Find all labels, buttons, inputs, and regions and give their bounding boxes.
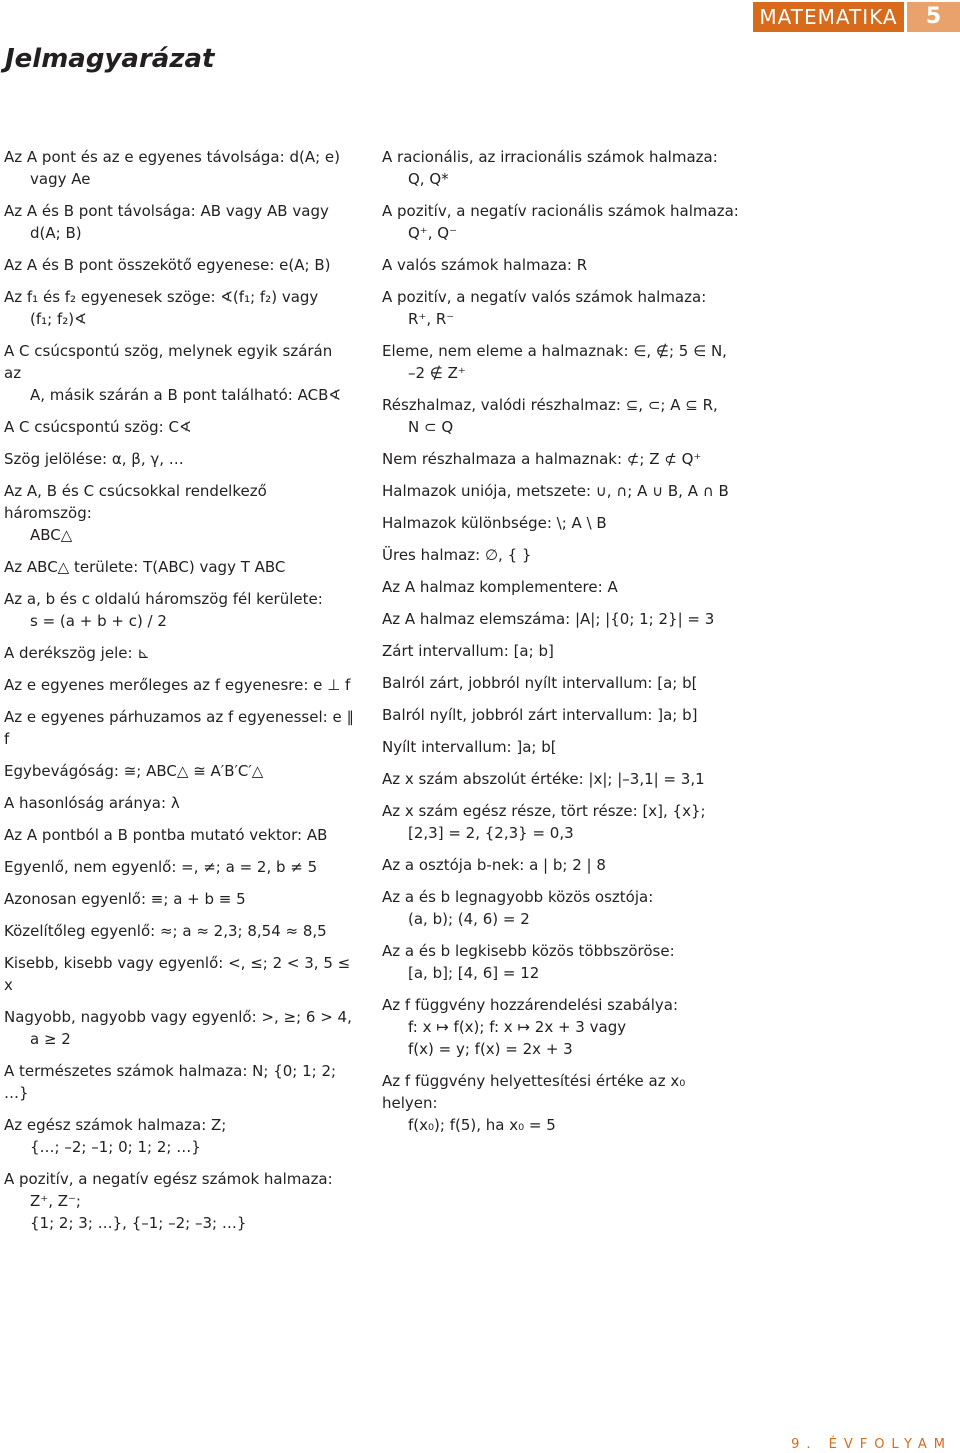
legend-entry — [4, 760, 354, 782]
legend-entry — [4, 480, 354, 546]
legend-entry-text: A valós számok halmaza: R — [382, 256, 588, 274]
legend-entry-text: A pozitív, a negatív valós számok halmaza: — [382, 288, 707, 306]
legend-entry — [382, 800, 742, 844]
legend-entry — [382, 672, 742, 694]
legend-entry-continuation: N ⊂ Q — [408, 418, 454, 436]
page-title: Jelmagyarázat — [5, 44, 215, 74]
legend-entry-text: Az x szám abszolút értéke: |x|; |–3,1| = 3,1 — [382, 770, 705, 788]
legend-entry — [382, 640, 742, 662]
legend-entry-text: Az f függvény hozzárendelési szabálya: — [382, 996, 679, 1014]
legend-entry-continuation: f: x ↦ f(x); f: x ↦ 2x + 3 vagy — [408, 1018, 627, 1036]
legend-entry-continuation: d(A; B) — [30, 224, 82, 242]
legend-entry-text: A hasonlóság aránya: λ — [4, 794, 180, 812]
legend-entry — [382, 768, 742, 790]
legend-entry-text: Az a és b legnagyobb közös osztója: — [382, 888, 654, 906]
legend-entry-text: Az A halmaz elemszáma: |A|; |{0; 1; 2}| = 3 — [382, 610, 715, 628]
legend-entry — [4, 856, 354, 878]
legend-entry — [382, 448, 742, 470]
legend-entry — [382, 736, 742, 758]
legend-entry-text: Az A pontból a B pontba mutató vektor: AB — [4, 826, 328, 844]
legend-entry-text: A pozitív, a negatív racionális számok halmaza: — [382, 202, 739, 220]
legend-entry-text: Kisebb, kisebb vagy egyenlő: <, ≤; 2 < 3, 5 ≤ x — [4, 954, 351, 994]
legend-entry-continuation: –2 ∉ Z⁺ — [408, 364, 466, 382]
legend-entry — [4, 286, 354, 330]
legend-entry-text: Az x szám egész része, tört része: [x], {x}; — [382, 802, 706, 820]
legend-entry-text: Közelítőleg egyenlő: ≈; a ≈ 2,3; 8,54 ≈ 8,5 — [4, 922, 327, 940]
legend-entry-continuation: vagy Ae — [30, 170, 91, 188]
legend-entry — [382, 608, 742, 630]
legend-entry — [4, 888, 354, 910]
legend-entry-continuation: {…; –2; –1; 0; 1; 2; …} — [30, 1138, 201, 1156]
legend-entry — [4, 1114, 354, 1158]
legend-entry — [4, 674, 354, 696]
legend-entry-text: Az A és B pont összekötő egyenese: e(A; B) — [4, 256, 331, 274]
legend-entry — [382, 940, 742, 984]
legend-entry — [4, 588, 354, 632]
legend-entry — [4, 792, 354, 814]
legend-entry-text: Az A halmaz komplementere: A — [382, 578, 618, 596]
legend-entry-text: Nyílt intervallum: ]a; b[ — [382, 738, 557, 756]
legend-entry-continuation: R⁺, R⁻ — [408, 310, 455, 328]
legend-entry-continuation: (a, b); (4, 6) = 2 — [408, 910, 530, 928]
legend-entry — [382, 254, 742, 276]
legend-entry-text: Részhalmaz, valódi részhalmaz: ⊆, ⊂; A ⊆ R, — [382, 396, 718, 414]
legend-entry-text: Az f₁ és f₂ egyenesek szöge: ∢(f₁; f₂) vagy — [4, 288, 319, 306]
legend-entry — [382, 146, 742, 190]
legend-entry-text: Nagyobb, nagyobb vagy egyenlő: >, ≥; 6 > 4, — [4, 1008, 352, 1026]
legend-entry-text: Az a osztója b-nek: a | b; 2 | 8 — [382, 856, 606, 874]
legend-entry — [4, 146, 354, 190]
legend-entry — [382, 576, 742, 598]
legend-entry — [4, 416, 354, 438]
legend-entry-text: A pozitív, a negatív egész számok halmaza: — [4, 1170, 333, 1188]
legend-entry-text: Egyenlő, nem egyenlő: =, ≠; a = 2, b ≠ 5 — [4, 858, 318, 876]
legend-entry — [382, 340, 742, 384]
legend-entry-continuation: Q⁺, Q⁻ — [408, 224, 457, 242]
legend-entry-text: Az A pont és az e egyenes távolsága: d(A; e) — [4, 148, 340, 166]
legend-entry-text: Az egész számok halmaza: Z; — [4, 1116, 227, 1134]
legend-entry-continuation: (f₁; f₂)∢ — [30, 310, 87, 328]
legend-entry-text: A C csúcspontú szög, melynek egyik szárán az — [4, 342, 333, 382]
legend-entry — [4, 920, 354, 942]
legend-entry-continuation: a ≥ 2 — [30, 1030, 71, 1048]
legend-entry-text: Egybevágóság: ≅; ABC△ ≅ A′B′C′△ — [4, 762, 264, 780]
legend-entry — [382, 704, 742, 726]
page-number: 5 — [907, 2, 960, 32]
legend-entry-continuation: f(x₀); f(5), ha x₀ = 5 — [408, 1116, 556, 1134]
legend-entry — [4, 200, 354, 244]
legend-entry-text: Balról zárt, jobbról nyílt intervallum: [a; b[ — [382, 674, 698, 692]
legend-entry-continuation: f(x) = y; f(x) = 2x + 3 — [408, 1040, 573, 1058]
legend-entry-text: Azonosan egyenlő: ≡; a + b ≡ 5 — [4, 890, 246, 908]
legend-entry — [4, 340, 354, 406]
legend-entry — [4, 706, 354, 750]
legend-entry — [382, 200, 742, 244]
legend-entry — [382, 886, 742, 930]
legend-entry — [4, 1168, 354, 1234]
right-column — [382, 146, 742, 1146]
legend-entry-continuation: Z⁺, Z⁻; — [30, 1192, 81, 1210]
legend-entry — [4, 448, 354, 470]
legend-entry — [4, 824, 354, 846]
legend-entry-continuation: Q, Q* — [408, 170, 449, 188]
legend-entry — [4, 1060, 354, 1104]
legend-entry-text: Az f függvény helyettesítési értéke az x₀ helyen: — [382, 1072, 686, 1112]
legend-entry-continuation: ABC△ — [30, 526, 73, 544]
legend-entry-text: Halmazok uniója, metszete: ∪, ∩; A ∪ B, A ∩ B — [382, 482, 729, 500]
legend-entry — [382, 512, 742, 534]
footer-grade: 9. ÉVFOLYAM — [791, 1437, 952, 1452]
legend-entry-text: Zárt intervallum: [a; b] — [382, 642, 554, 660]
legend-entry-text: A racionális, az irracionális számok halmaza: — [382, 148, 718, 166]
legend-entry — [382, 854, 742, 876]
legend-entry — [382, 480, 742, 502]
legend-entry — [382, 544, 742, 566]
left-column — [4, 146, 354, 1244]
legend-entry-text: Az ABC△ területe: T(ABC) vagy T ABC — [4, 558, 286, 576]
legend-entry-continuation: s = (a + b + c) / 2 — [30, 612, 167, 630]
legend-entry-text: Az A, B és C csúcsokkal rendelkező háromszög: — [4, 482, 267, 522]
legend-entry — [4, 556, 354, 578]
legend-entry-text: Az a és b legkisebb közös többszöröse: — [382, 942, 675, 960]
legend-entry-text: Üres halmaz: ∅, { } — [382, 546, 532, 564]
legend-entry-text: Nem részhalmaza a halmaznak: ⊄; Z ⊄ Q⁺ — [382, 450, 702, 468]
legend-entry — [4, 642, 354, 664]
legend-entry-continuation: [2,3] = 2, {2,3} = 0,3 — [408, 824, 574, 842]
legend-entry-text: Az e egyenes merőleges az f egyenesre: e ⊥ f — [4, 676, 351, 694]
page-header — [753, 2, 960, 32]
legend-entry-continuation: A, másik szárán a B pont található: ACB∢ — [30, 386, 341, 404]
subject-label: MATEMATIKA — [753, 2, 904, 32]
legend-entry-continuation: {1; 2; 3; …}, {–1; –2; –3; …} — [30, 1214, 247, 1232]
legend-entry — [382, 1070, 742, 1136]
legend-entry-continuation: [a, b]; [4, 6] = 12 — [408, 964, 540, 982]
legend-entry — [382, 286, 742, 330]
legend-entry-text: Halmazok különbsége: \; A \ B — [382, 514, 607, 532]
legend-entry-text: A derékszög jele: ⊾ — [4, 644, 150, 662]
legend-entry — [4, 1006, 354, 1050]
legend-entry-text: A C csúcspontú szög: C∢ — [4, 418, 192, 436]
legend-entry-text: Szög jelölése: α, β, γ, … — [4, 450, 184, 468]
legend-entry — [4, 952, 354, 996]
legend-entry-text: A természetes számok halmaza: N; {0; 1; 2; …} — [4, 1062, 337, 1102]
legend-entry-text: Eleme, nem eleme a halmaznak: ∈, ∉; 5 ∈ N, — [382, 342, 727, 360]
legend-entry-text: Az a, b és c oldalú háromszög fél kerülete: — [4, 590, 323, 608]
legend-entry — [382, 394, 742, 438]
legend-entry-text: Az e egyenes párhuzamos az f egyenessel: e ∥ f — [4, 708, 354, 748]
legend-entry — [4, 254, 354, 276]
legend-entry — [382, 994, 742, 1060]
legend-entry-text: Balról nyílt, jobbról zárt intervallum: ]a; b] — [382, 706, 698, 724]
legend-entry-text: Az A és B pont távolsága: AB vagy AB vagy — [4, 202, 329, 220]
